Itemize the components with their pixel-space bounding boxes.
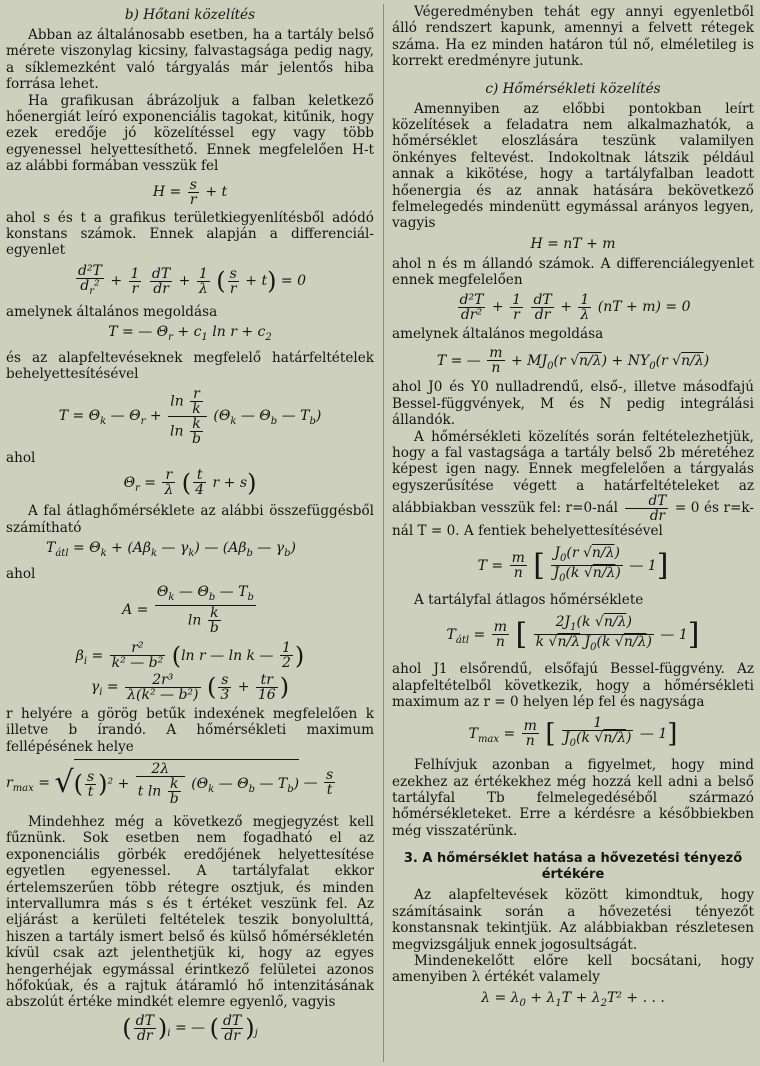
paragraph: ahol J0 és Y0 nulladrendű, első-, illetve másodfajú Bessel-függvények, M és N pedig integrálási állandók.: [392, 379, 754, 429]
paragraph: Végeredményben tehát egy annyi egyenletből álló rendszert kapunk, amennyi a felvett rétegek száma. Ha ez minden határon túl nő, elméletileg is korrekt eredményre jutunk.: [392, 4, 754, 70]
equation-gamma: $\gamma_i$ = $\frac{\text{2r³}}{\text{λ(k² — b²)}}$ ( $\frac{s}{3}$ + $\frac{tr}{16}$ ): [90, 671, 290, 703]
paragraph: A tartályfal átlagos hőmérséklete: [414, 592, 644, 609]
column-divider: [383, 4, 384, 1062]
paragraph: ahol J1 elsőrendű, elsőfajú Bessel-függvény. Az alapfeltételből következik, hogy a hőmérsékleti maximum az r = 0 helyen lép fel és nagysága: [392, 661, 754, 711]
right-column: [392, 4, 754, 1016]
paragraph: és az alapfeltevéseknek megfelelő határfeltételek behelyettesítésével: [6, 349, 374, 383]
paragraph: Felhívjuk azonban a figyelmet, hogy mind ezekhez az értékekhez még hozzá kell adni a belső tartályfal Tb felmelegedéséből származó hőmérsékleteket. Erre a kérdésre a későbbiekben még visszatérünk.: [392, 757, 754, 839]
equation-H-c: H = nT + m: [530, 235, 616, 252]
equation-differential-c: $\frac{\text{d²T}}{\text{dr²}}$ + $\frac{1}{r}$ $\frac{dT}{dr}$ + $\frac{1}{\lambda}$ (nT + m) = 0: [459, 291, 691, 323]
equation-A: A = $\Theta_k$ — $\Theta_b$ — $T_b$ ln $\frac{k}{b}$: [122, 584, 254, 637]
equation-T-atl: $T_{átl} = \Theta_k + (A\beta_k$ — $\gamma_k$) — ($A\beta_b$ — $\gamma_b$): [46, 540, 296, 559]
paragraph: Mindehhez még a következő megjegyzést kell fűznünk. Sok esetben nem fogadható el az exponenciális görbék eredőjének helyettesítése egyetlen egyenessel. A tartályfalat ekkor értelemszerűen több rétegre osztjuk, és minden intervallumra más s és t értéket veszünk fel. Az eljárást a kerületi feltételek teszik bonyolulttá, hiszen a tartály ismert belső és külső hőmérsékletén kívül csak azt jelenthetjük ki, hogy az egyes hengerhéjak egymással érintkező felületei azonos hőfokúak, és a rajtuk átáramló hő intenzitásának abszolút értéke mindkét elemre egyenlő, vagyis: [6, 814, 374, 1011]
equation-beta: $\beta_i$ = $\frac{\text{r²}}{\text{k² — b²}}$ (ln r — ln k — $\frac{1}{2}$ ): [75, 640, 305, 672]
equation-H: H = $\frac{s}{r}$ + t: [152, 176, 228, 208]
paragraph: amelynek általános megoldása: [6, 303, 218, 320]
paragraph: r helyére a görög betűk indexének megfelelően k illetve b írandó. A hőmérsékleti maximum fellépésének helye: [6, 705, 374, 755]
equation-T-atl-c: $T_{átl}$ = $\frac{m}{n}$ [ $\frac{2J_1(k √n/\lambda)}{k √n/\lambda J_0(k √n/\lambda)}$ — 1]: [446, 613, 700, 654]
paragraph: ahol s és t a grafikus területkiegyenlítésből adódó konstans számok. Ennek alapján a differenciál-egyenlet: [6, 209, 374, 259]
equation-differential: $\frac{\text{d²T}}{d_r^2}$ + $\frac{1}{r}$ $\frac{dT}{dr}$ + $\frac{1}{\lambda}$ ( $\frac{s}{r}$ + t) = 0: [77, 262, 306, 297]
section-c-heading: c) Hőmérsékleti közelítés: [485, 80, 661, 97]
paragraph: Amennyiben az előbbi pontokban leírt közelítések a feladatra nem alkalmazhatók, a hőmérséklet eloszlására teszünk valamilyen önkényes feltevést. Indokoltnak látszik például annak a kikötése, hogy a tartályfalban leadott hőenergia és az annak hatására bekövetkező felmelegedés mindenütt egymással arányos legyen, vagyis: [392, 100, 754, 232]
chapter-3-heading: 3. A hőmérséklet hatása a hővezetési tényező értékére: [403, 851, 743, 883]
equation-general-solution-c: T = — $\frac{m}{n}$ + $MJ_0(r$ $√n/\lambda) + NY_0(r$ √n/λ): [436, 345, 710, 377]
paragraph: A hőmérsékleti közelítés során feltételezhetjük, hogy a fal vastagsága a tartály belső 2b méretéhez képest igen nagy. Ennek megfelelően a tárgyalás egyszerűsítése végett a határfeltételeket az alábbiakban vesszük fel: r=0-nál $\frac{dT}{dr}$ = 0 és r=k-nál T = 0. A fentiek behelyettesítésével: [392, 428, 754, 540]
paragraph: A fal átlaghőmérséklete az alábbi összefüggésből számítható: [6, 503, 374, 536]
paragraph: ahol: [6, 449, 36, 466]
paragraph: ahol n és m állandó számok. A differenciálegyenlet ennek megfelelően: [392, 255, 754, 289]
equation-T-c: T = $\frac{m}{n}$ [ $\frac{J_0(r √n/\lambda)}{J_0(k √n/\lambda)}$ — 1]: [477, 544, 669, 585]
equation-lambda: $\lambda = \lambda_0 + \lambda_1T + \lambda_2T^2$ + . . .: [481, 989, 665, 1009]
paragraph: Mindenekelőtt előre kell bocsátani, hogy amenyiben λ értékét valamely: [392, 952, 754, 986]
left-column: [6, 4, 374, 1046]
equation-Tmax: $T_{max}$ = $\frac{m}{n}$ [ $\frac{1}{J_0(k √n/\lambda)}$ — 1]: [468, 715, 678, 750]
equation-theta: $\Theta_r$ = $\frac{r}{\lambda}$ ( $\frac{t}{4}$ r + s): [123, 467, 257, 499]
equation-T: $T = \Theta_k$ — $\Theta_r$ + ln $\frac{r}{k}$ ln $\frac{k}{b}$ ($\Theta_k$ — $\Theta_b$ — $T_b$): [58, 385, 322, 447]
paragraph: Ha grafikusan ábrázoljuk a falban keletkező hőenergiát leíró exponenciális tagokat, kitűnik, hogy ezek eredője jó közelítéssel egy vagy több egyenessel helyettesíthető. Ennek megfelelően H-t az alábbi formában vesszük fel: [6, 92, 374, 175]
paragraph: ahol: [6, 566, 36, 582]
section-b-heading: b) Hőtani közelítés: [124, 7, 256, 23]
equation-boundary: ( $\frac{dT}{dr}$ )$_i$ = — ( $\frac{dT}{dr}$ )$_j$: [122, 1012, 258, 1044]
paragraph: Abban az általánosabb esetben, ha a tartály belső mérete viszonylag kicsiny, falvastagsága pedig nagy, a síklemezként való tárgyalás már jelentős hiba forrása lehet.: [6, 27, 374, 93]
paragraph: Az alapfeltevések között kimondtuk, hogy számításaink során a hővezetési tényezőt konstansnak tekintjük. Az alábbiakban részletesen megvizsgáljuk ennek jogosultságát.: [392, 887, 754, 953]
equation-general-solution: T = — $\Theta_r + c_1$ $\ln r + c_2$: [108, 324, 272, 343]
paragraph: amelynek általános megoldása: [392, 325, 604, 342]
equation-rmax: $r_{max}$ = √( $\frac{s}{t}$ )² + 2λ t ln $\frac{k}{b}$ ($\Theta_k$ — $\Theta_b$ — $T_b$) — $\frac{s}{t}$: [6, 761, 334, 808]
